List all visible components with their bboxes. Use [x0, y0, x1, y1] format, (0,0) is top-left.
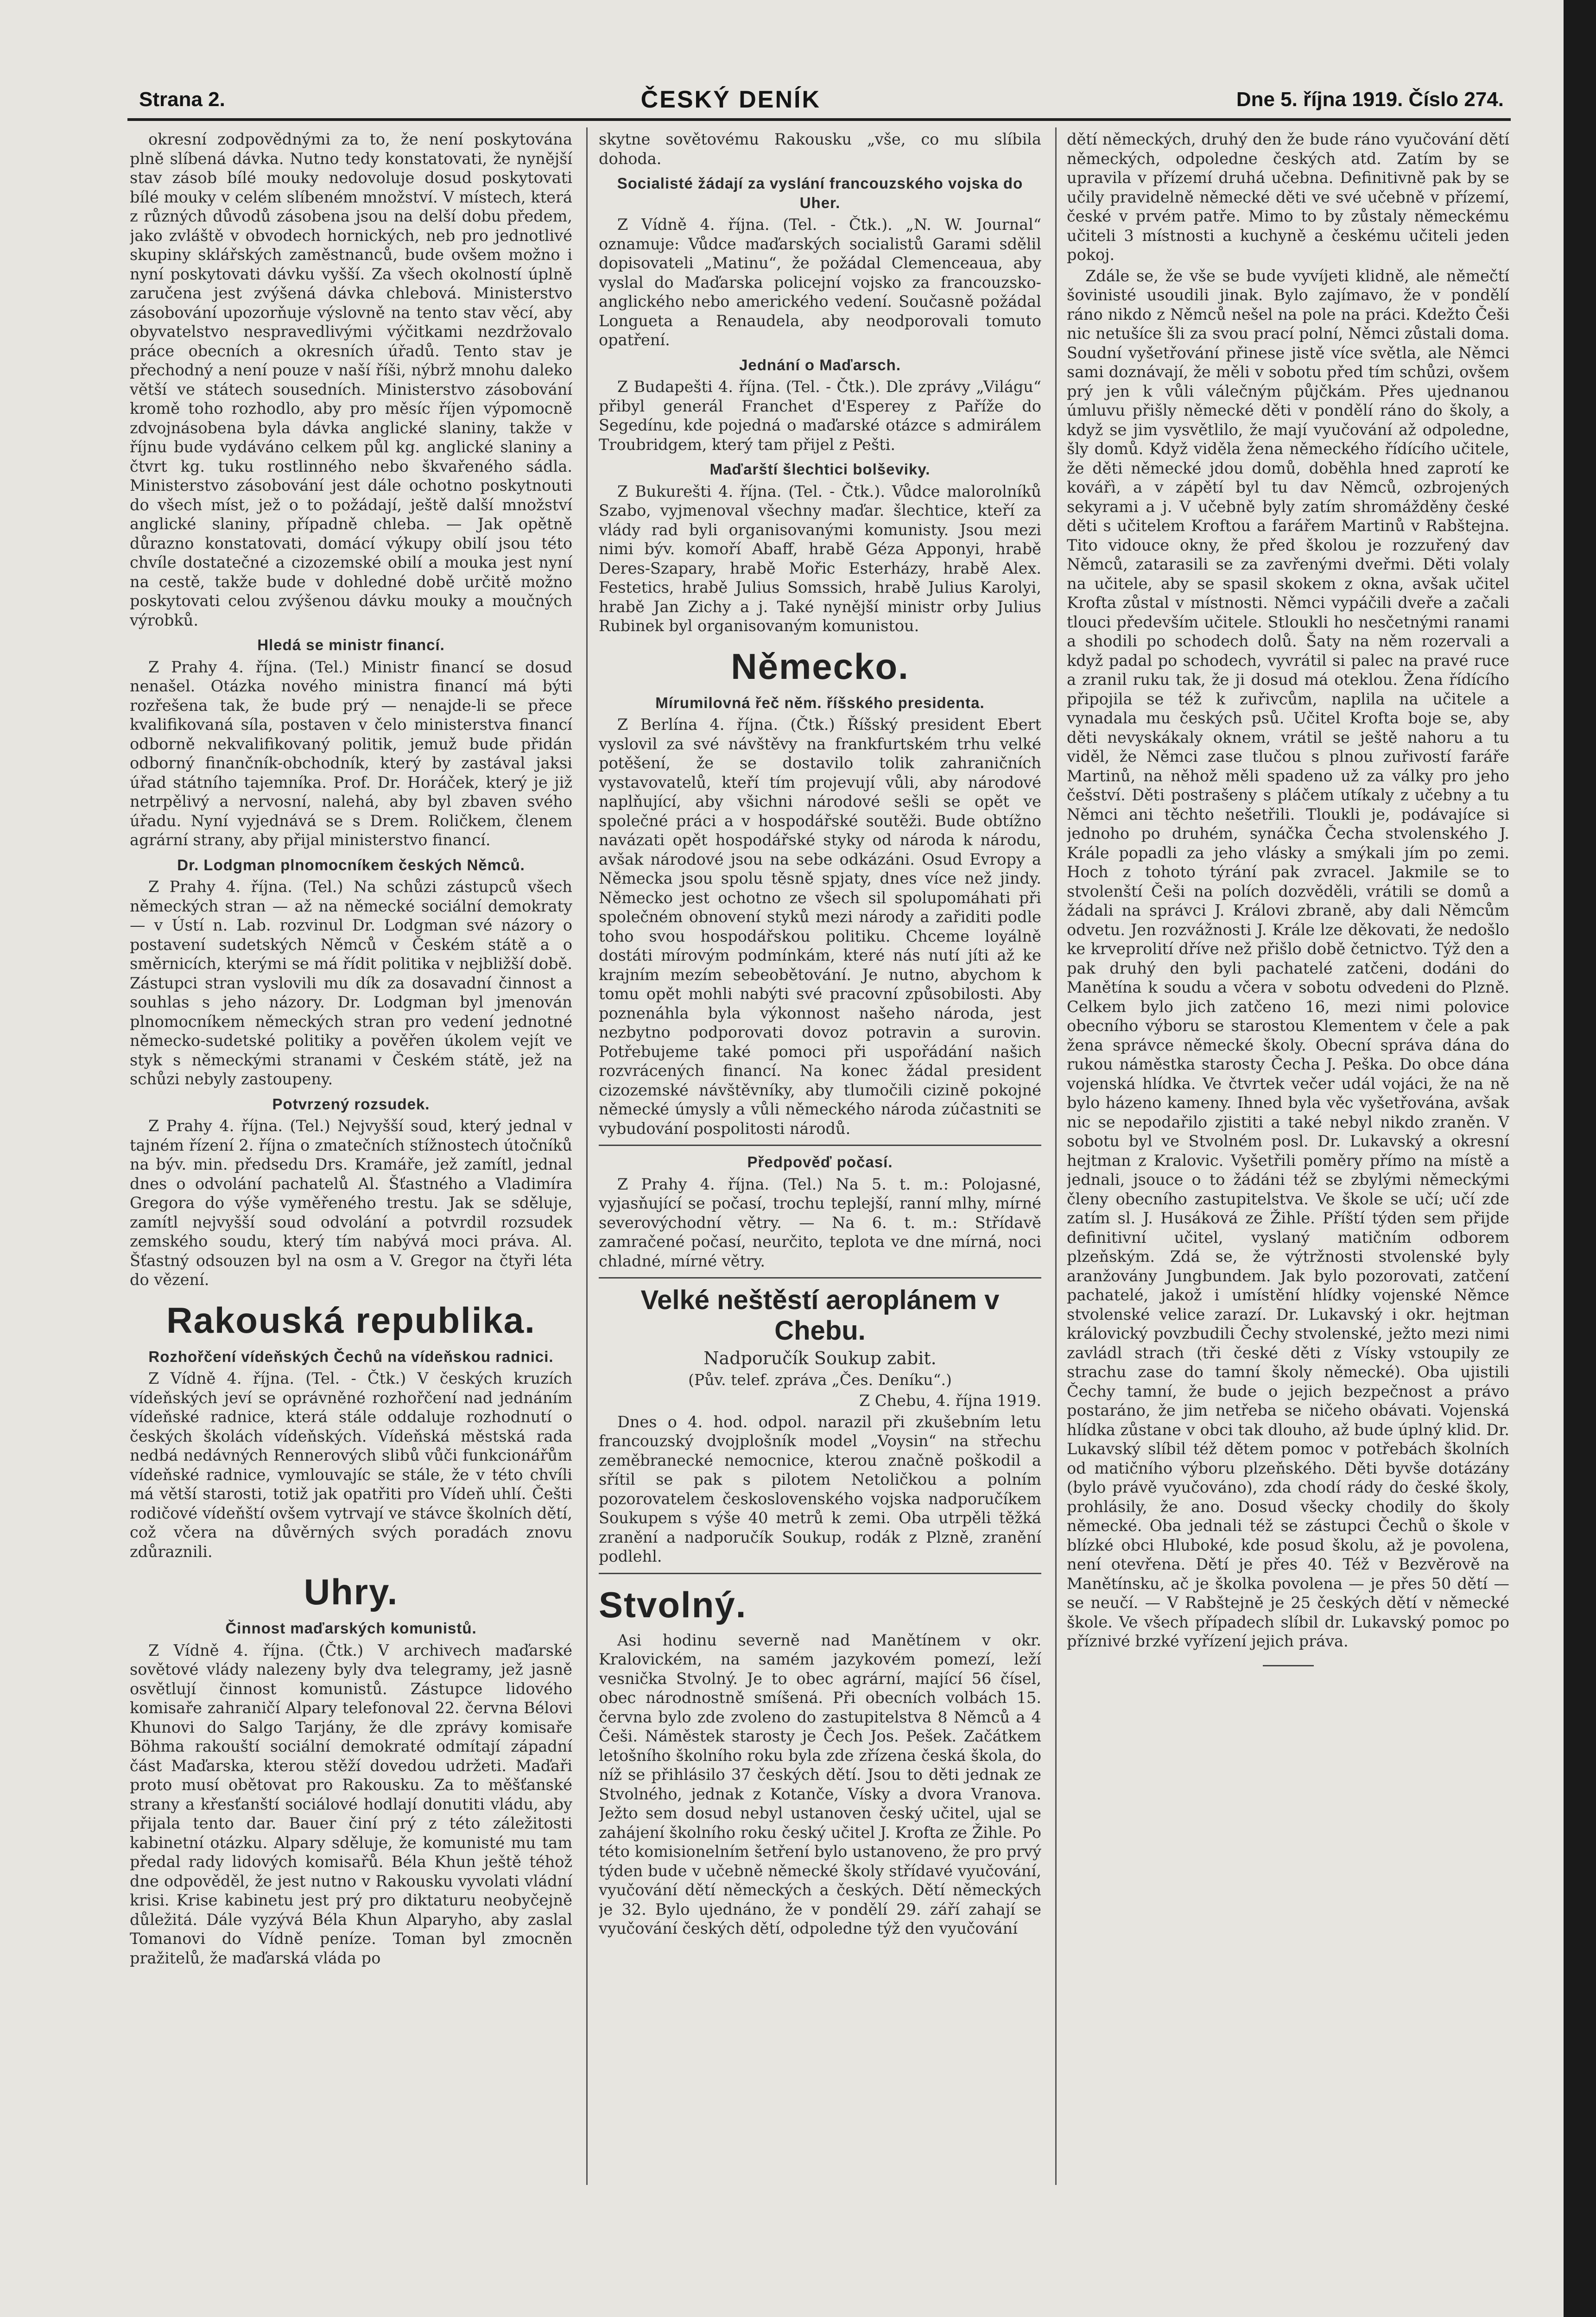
article-paragraph: Z Prahy 4. října. (Tel.) Ministr financí se dosud nenašel. Otázka nového ministra financí má býti rozřešena tak, že bude prý — nenajde-li se přece kvalifikovaná síla, postaven v čelo ministerstva financí odborně nekvalifikovaný politik, jemuž bude přidán odborný finančník-obchodník, který by zastával jaksi úřad státního tajemníka. Prof. Dr. Horáček, který je již netrpělivý a nervosní, nalehá, aby byl zbaven svého úřadu. Nyní vyjednává se s Drem. Roličkem, členem agrární strany, aby přijal ministerstvo financí.	[130, 658, 572, 849]
article-heading: Socialisté žádají za vyslání francouzského vojska do Uher.	[617, 175, 1023, 211]
article-heading: Potvrzený rozsudek.	[272, 1095, 430, 1113]
section-title: Rakouská republika.	[166, 1299, 536, 1341]
article-heading: Předpověď počasí.	[747, 1153, 893, 1171]
column-divider	[1055, 127, 1057, 2185]
article-heading: Rozhořčení vídeňských Čechů na vídeňskou radnici.	[148, 1348, 554, 1365]
article-paragraph: Z Vídně 4. října. (Čtk.) V archivech maďarské sovětové vlády nalezeny byly dva telegramy, jež jasně osvětlují činnost komunistů. Zástupce lidového komisaře zahraničí Alpary telefonoval 22. června Bélovi Khunovi do Salgo Tarjány, že dle zprávy komisaře Böhma rakouští sociální demokraté odmítají západní část Maďarska, kterou stěží dovedou udržeti. Maďaři proto musí obětovat pro Rakousku. Za to měšťanské strany a křesťanští sociálové hodlají donutiti vládu, aby přijala tento dar. Bauer činí prý z této záležitosti kabinetní otázku. Alpary sděluje, že komunisté mu tam předal rady lidových komisařů. Béla Khun ještě téhož dne odpověděl, že jest nutno v Rakousku vyvolati vládní krisi. Krise kabinetu jest prý pro diktaturu neobyčejně důležitá. Dále vyzývá Béla Khun Alparyho, aby zaslal Tomanovi do Vídně peníze. Toman byl zmocněn pražitelů, že maďarská vláda po	[130, 1641, 572, 1967]
article-heading: Hledá se ministr financí.	[257, 636, 445, 653]
article-heading: Činnost maďarských komunistů.	[225, 1620, 477, 1637]
page-header	[139, 86, 1504, 114]
section-rule	[599, 1145, 1041, 1146]
article-dateline: Z Chebu, 4. října 1919.	[859, 1392, 1041, 1410]
article-paragraph: dětí německých, druhý den že bude ráno vyučování dětí německých, odpoledne českých atd. Zatím by se upravila v přízemí druhá učebna. Definitivně pak by se učily pravidelně německé děti ve své učebně v přízemí, české v prvém patře. Mimo to by zůstaly německému učiteli 3 místnosti a kuchyně a českému učiteli jeden pokoj.	[1067, 130, 1509, 264]
article-heading: Maďarští šlechtici bolševiky.	[709, 461, 931, 478]
article-heading: Jednání o Maďarsch.	[739, 356, 901, 374]
article-paragraph: Z Berlína 4. října. (Čtk.) Říšský president Ebert vyslovil za své návštěvy na frankfurtském trhu velké potěšení, že se dostavilo tolik zahraničních vystavovatelů, kteří tím projevují vůli, aby národové naplňující, aby všichni národové sešli se opět ve společné práci a v hospodářské soutěži. Bude obtížno navázati opět hospodářské styky od národa k národu, avšak národové jsou na sebe odkázáni. Osud Evropy a Německa jsou spolu těsně spjaty, dnes více než jindy. Německo jest ochotno ze všech sil spolupomáhati při společném obnovení styků mezi národy a zařiditi podle toho svou hospodářskou politiku. Chceme loyálně dostáti mírovým podmínkám, které nás nutí jíti až ke krajním mezím sebeobětování. Je nutno, abychom k tomu opět mohli nabýti své pracovní způsobilosti. Aby poznenáhla byla výkonnost našeho národa, jest nezbytno podporovati dovoz potravin a surovin. Potřebujeme také pomoci při uspořádání našich rozvrácených financí. Na konec žádal president cizozemské návštěvníky, aby tlumočili cizině pokojné německé úmysly a vůli německého národa zúčastniti se vybudování pospolitosti národů.	[599, 715, 1041, 1138]
header-rule	[127, 118, 1511, 121]
section-title: Stvolný.	[599, 1584, 747, 1625]
article-paragraph: Z Bukurešti 4. října. (Tel. - Čtk.). Vůdce malorolníků Szabo, vyjmenoval všechny maďar. šlechtice, kteří za vlády rad byli organisovanými komunisty. Jsou mezi nimi býv. komoří Abaff, hrabě Géza Apponyi, hrabě Deres-Szapary, hrabě Mořic Esterházy, hrabě Alex. Festetics, hrabě Julius Somssich, hrabě Julius Karolyi, hrabě Jan Zichy a j. Také nynější ministr orby Julius Rubinek byl organisovaným komunistou.	[599, 482, 1041, 635]
article-paragraph: Z Budapešti 4. října. (Tel. - Čtk.). Dle zprávy „Világu“ přibyl generál Franchet d'Esperey z Paříže do Segedínu, kde pojedná o maďarské otázce s admirálem Troubridgem, který tam přijel z Pešti.	[599, 378, 1041, 454]
column-2	[599, 130, 1041, 2178]
article-paragraph: skytne sovětovému Rakousku „vše, co mu slíbila dohoda.	[599, 130, 1041, 168]
column-1	[130, 130, 572, 2178]
article-heading: Dr. Lodgman plnomocníkem českých Němců.	[177, 856, 525, 874]
article-heading: Mírumilovná řeč něm. říšského presidenta.	[655, 694, 985, 711]
end-rule	[1263, 1665, 1314, 1666]
article-source: (Pův. telef. zpráva „Čes. Deníku“.)	[688, 1370, 952, 1389]
article-paragraph: Z Prahy 4. října. (Tel.) Nejvyšší soud, který jednal v tajném řízení 2. října o zmatečních stížnostech útočníků na býv. min. předsedu Drs. Kramáře, jež zamítl, jednal dnes o odvolání pachatelů Al. Šťastného a Vladimíra Gregora do výše vyměřeného trestu. Jak se sděluje, zamítl nejvyšší soud odvolání a potvrdil rozsudek zemského soudu, který tím nabývá moci práva. Al. Šťastný odsouzen byl na osm a V. Gregor na čtyři léta do vězení.	[130, 1117, 572, 1289]
masthead: ČESKÝ DENÍK	[640, 86, 821, 113]
article-paragraph: Z Vídně 4. října. (Tel. - Čtk.) V českých kruzích vídeňských jeví se oprávněné rozhořčení nad jednáním vídeňské radnice, která stále oddaluje rozhodnutí o českých školách vídeňských. Vídeňská městská rada nedbá nedávných Rennerových slibů vůči funkcionářům vídeňské radnice, vymlouvajíc se stále, že v této chvíli má větší starosti, totiž jak opatřiti pro Vídeň uhlí. Češti rodičové vídeňští ovšem vytrvají ve stávce školních dětí, což včera na důvěrných svých poradách znovu zdůraznili.	[130, 1369, 572, 1561]
section-title: Velké neštěstí aeroplánem v Chebu.	[640, 1285, 1000, 1346]
section-title: Německo.	[731, 646, 909, 687]
page-number: Strana 2.	[139, 88, 225, 111]
section-title: Uhry.	[304, 1571, 399, 1612]
section-rule	[599, 1277, 1041, 1279]
issue-date: Dne 5. října 1919. Číslo 274.	[1236, 88, 1504, 111]
article-paragraph: Dnes o 4. hod. odpol. narazil při zkušebním letu francouzský dvojplošník model „Voysin“ na střechu zeměbranecké nemocnice, kterou značně poškodil a sřítil se pak s pilotem Netoličkou a polním pozorovatelem československého vojska nadporučíkem Soukupem s výše 40 metrů k zemi. Oba utrpěli těžká zranění a nadporučík Soukup, rodák z Plzně, zranění podlehl.	[599, 1412, 1041, 1565]
column-divider	[586, 127, 588, 2185]
scan-edge	[1564, 0, 1596, 2317]
column-3	[1067, 130, 1509, 2178]
article-subtitle: Nadporučík Soukup zabit.	[703, 1348, 937, 1368]
article-paragraph: Asi hodinu severně nad Manětínem v okr. Kralovickém, na samém jazykovém pomezí, leží vesnička Stvolný. Je to obec agrární, mající 56 čísel, obec národnostně smíšená. Při obecních volbách 15. června bylo zde zvoleno do zastupitelstva 8 Němců a 4 Češi. Náměstek starosty je Čech Jos. Pešek. Začátkem letošního školního roku byla zde zřízena česká škola, do níž se přihlásilo 37 českých dětí. Jsou to děti jednak ze Stvolného, jednak z Kotanče, Vísky a dvora Vranova. Ježto sem dosud nebyl ustanoven český učitel, ujal se zahájení školního roku český učitel J. Krofta ze Žihle. Po této komisionelním šetření bylo ustanoveno, že pro prvý týden bude v učebně německé školy střídavé vyučování, vyučování dětí německých a českých. Dětí německých je 32. Bylo ujednáno, že v pondělí 29. září zahají se vyučování českých dětí, odpoledne týž den vyučování	[599, 1631, 1041, 1937]
article-paragraph: Z Vídně 4. října. (Tel. - Čtk.). „N. W. Journal“ oznamuje: Vůdce maďarských socialistů Garami sdělil dopisovateli „Matinu“, že požádal Clemenceaua, aby vyslal do Maďarska policejní vojsko za francouzsko-anglického nebo amerického vedení. Současně požádal Longueta a Renaudela, aby neodporovali tomuto opatření.	[599, 215, 1041, 349]
section-rule	[599, 1573, 1041, 1574]
article-paragraph: Z Prahy 4. října. (Tel.) Na 5. t. m.: Polojasné, vyjasňující se počasí, trochu teplejší, ranní mlhy, mírné severovýchodní větry. — Na 6. t. m.: Střídavě zamračené počasí, neurčito, teplota ve dne mírná, noci chladné, mírné větry.	[599, 1175, 1041, 1270]
article-paragraph: Zdále se, že vše se bude vyvíjeti klidně, ale němečtí šovinisté usoudili jinak. Bylo zajímavo, že v pondělí ráno nikdo z Němců nešel na pole na práci. Kdežto Češi nic netušíce šli za svou prací polní, Němci zůstali doma. Soudní vyšetřování přinese jistě více světla, ale Němci sami doznávají, že měli v sobotu před tím schůzi, ovšem prý jen k vůli válečným půjčkám. Přes ujednanou úmluvu přišly německé děti v pondělí ráno do školy, a když se jim vysvětlilo, že mají vyučování až odpoledne, šly domů. Když viděla žena německého řídícího učitele, že děti německé jdou domů, doběhla hned zaprotí ke kovářì, a v zápětí byl tu dav Němců, ozbrojených sekyrami a j. V učebně byly zatím shromážděny české děti s učitelem Kroftou a farářem Martinů v Rabštejna. Tito vidouce okny, že před školou je rozzuřený dav Němců, zatarasili se za zavřenými dveřmi. Děti volaly na učitele, aby se spasil skokem z okna, avšak učitel Krofta zůstal v místnosti. Němci vypáčili dveře a začali tlouci především učitele. Stloukli ho nesčetnými ranami a shodili po schodech dolů. Šaty na něm rozervali a když padal po schodech, vyvrátil si palec na pravé ruce a zranil ruku tak, že ji dosud má oteklou. Žena řídícího připojila se též k zuřivcům, naplila na učitele a vynadala mu českých psů. Učitel Krofta boje se, aby děti nevyskákaly oknem, vrátil se ještě nahoru a tu viděl, že Němci zase tlučou s plnou zuřivostí faráře Martinů, na něhož měli spadeno už za války pro jeho češství. Děti postrašeny s pláčem utíkaly z učebny a tu Němci ani těchto nešetřili. Tloukli je, podávajíce si jednoho po druhém, synáčka Čecha stvolenského J. Krále popadli za jeho vlásky a smýkali jím po zemi. Hoch z tohoto týrání pak zvracel. Jakmile se to stvolenští Češi na polích dozvěděli, vrátili se domů a žádali na správci J. Královi zbraně, aby dali Němcům odvetu. Jen rozvážnosti J. Krále lze děkovati, že nedošlo ke krveprolití dříve než přišlo době četnictvo. Týž den a pak druhý den byli pachatelé zatčeni, dodáni do Manětína k soudu a včera v sobotu odvedeni do Plzně. Celkem bylo jich zatčeno 16, mezi nimi polovice obecního výboru se starostou Klementem v čele a pak žena správce německé školy. Obecní správa dána do rukou náměstka starosty Čecha J. Peška. Do obce dána vojenská hlídka. Ve čtvrtek večer udál vojáci, že na ně bylo házeno kameny. Ihned byla věc vyšetřována, avšak nic se nepodařilo zjistiti a také nebyl nikdo zraněn. V sobotu byl ve Stvolném posl. Dr. Lukavský a okresní hejtman z Kralovic. Vyšetřili poměry přímo na místě a jednali, jsouce o to žádáni též se zbylými německými členy obecního zastupitelstva. Ve škole se učí; učí zde zatím sl. J. Husáková ze Žihle. Příští týden sem přijde definitivní učitel, vyslaný matičním odborem plzeňským. Zdá se, že výtržnosti stvolenské byly aranžovány Jungbundem. Jak bylo pozorovati, zatčení pachatelé, jakož i umístění hlídky vojenské Němce stvolenské velice zarazí. Dr. Lukavský i okr. hejtman královický povzbudili Čechy stvolenské, ježto mezi nimi zavládl strach (tři české děti z Vísky vstoupily ze strachu zase do tamní školy německé). Oba ujistili Čechy tamní, že bude o jejich bezpečnost a právo postaráno, že jim netřeba se ničeho obávati. Vojenská hlídka zůstane v obci tak dlouho, až bude úplný klid. Dr. Lukavský slíbil též dětem pomoc v potřebách školních od matičního výboru plzeňského. Děti byvše dotázány (bylo právě vyučováno), zda chodí rády do české školy, prohlásily, že ano. Dosud všecky chodily do školy německé. Oba jednali též se zástupci Čechů o škole v blízké obci Hluboké, kde posud školu, až je povolena, není otevřena. Dětí je přes 40. Též v Bezvěrově na Manětínsku, ač je školka povolena — je přes 50 dětí — se neučí. — V Rabštejně je 25 českých dětí v německé škole. Ve všech případech slíbil dr. Lukavský pomoc po příznivé brzké vyřízení jejich práva.	[1067, 266, 1509, 1650]
article-paragraph: okresní zodpovědnými za to, že není poskytována plně slíbená dávka. Nutno tedy konstatovati, že nynější stav zásob bílé mouky nedovoluje dosud poskytovati bílé mouky v celém slíbeném množství. V místech, která z různých důvodů zásobena jsou na delší dobu předem, jako zvláště v obvodech hornických, neb pro jednotlivé skupiny sklářských zaměstnanců, bude ovšem možno i nyní poskytovati dávku vyšší. Za všech okolností úplně zaručena jest zvýšená dávka chlebová. Ministerstvo zásobování upozorňuje výslovně na tento stav věcí, aby obyvatelstvo nespravedlivými výčitkami nezdržovalo práce obecních a okresních úřadů. Tento stav je přechodný a není pouze v naší říši, nýbrž mnohu daleko větší ve státech sousedních. Ministerstvo zásobování kromě toho rozhodlo, aby pro měsíc říjen výpomocně zdvojnásobena byla dávka anglické slaniny, takže v říjnu bude vydáváno celkem půl kg. anglické slaniny a čtvrt kg. tuku rostlinného nebo škvařeného sádla. Ministerstvo zásobování jest dále ochotno poskytnouti do všech míst, jež o to požádají, ještě další množství anglické slaniny, případně chleba. — Jak opětně důrazno konstatovati, domácí výkupy obilí jsou této chvíle dostatečné a cizozemské obilí a mouka jest nyní na cestě, takže bude v dohledné době určitě možno poskytovati celou zvýšenou dávku mouky a moučných výrobků.	[130, 130, 572, 629]
article-paragraph: Z Prahy 4. října. (Tel.) Na schůzi zástupců všech německých stran — až na německé sociální demokraty — v Ústí n. Lab. rozvinul Dr. Lodgman své názory o postavení sudetských Němců v Českém státě a o směrnicích, kterými se má řídit politika v nejbližší době. Zástupci stran vyslovili mu dík za dosavadní činnost a souhlas s jeho názory. Dr. Lodgman byl jmenován plnomocníkem německých stran pro vedení jednotné německo-sudetské politiky a pověřen úkolem vejít ve styk s německými stranami v Českém státě, jež na schůzi nebyly zastoupeny.	[130, 878, 572, 1088]
